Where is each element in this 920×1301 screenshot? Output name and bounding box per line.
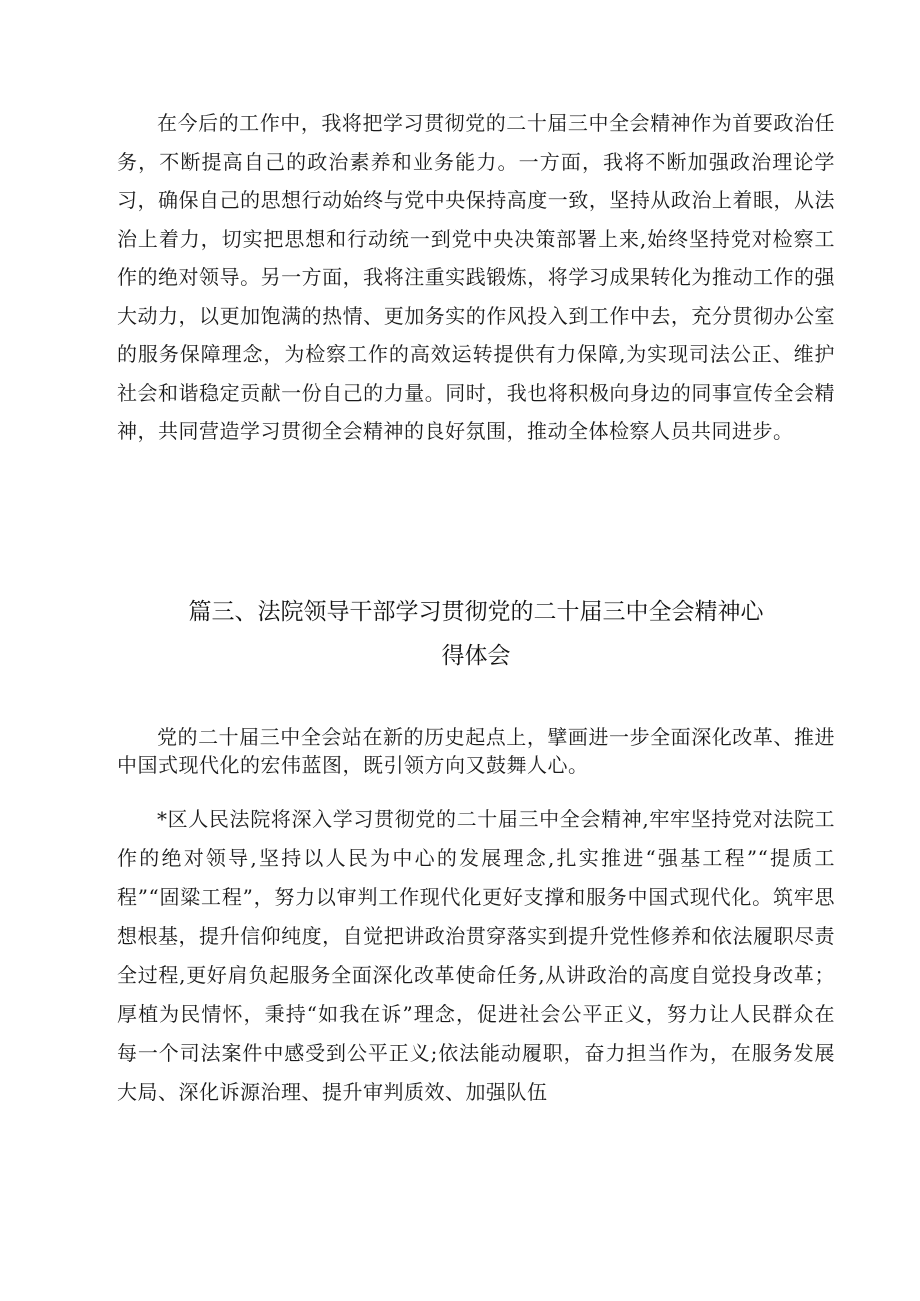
body-paragraph-3: *区人民法院将深入学习贯彻党的二十届三中全会精神,牢牢坚持党对法院工作的绝对领导,坚持以人民为中心的发展理念,扎实推进“强基工程”“提质工程”“固粱工程”，努力以审判工作现代化更好支撑和服务中国式现代化。筑牢思想根基，提升信仰纯度，自觉把讲政治贯穿落实到提升党性修养和依法履职尽责全过程,更好肩负起服务全面深化改革使命任务,从讲政治的高度自觉投身改革；厚植为民情怀，秉持“如我在诉”理念，促进社会公平正义，努力让人民群众在每一个司法案件中感受到公平正义;依法能动履职，奋力担当作为，在服务发展大局、深化诉源治理、提升审判质效、加强队伍: [117, 807, 835, 1104]
body-paragraph-1: 在今后的工作中，我将把学习贯彻党的二十届三中全会精神作为首要政治任务，不断提高自己的政治素养和业务能力。一方面，我将不断加强政治理论学习，确保自己的思想行动始终与党中央保持高度一致，坚持从政治上着眼，从法治上着力，切实把思想和行动统一到党中央决策部署上来,始终坚持党对检察工作的绝对领导。另一方面，我将注重实践锻炼，将学习成果转化为推动工作的强大动力，以更加饱满的热情、更加务实的作风投入到工作中去，充分贯彻办公室的服务保障理念，为检察工作的高效运转提供有力保障,为实现司法公正、维护社会和谐稳定贡献一份自己的力量。同时，我也将积极向身边的同事宣传全会精神，共同营造学习贯彻全会精神的良好氛围，推动全体检察人员共同进步。: [117, 111, 835, 443]
section-title-line-2: 得体会: [441, 643, 511, 669]
section-title-line-1: 篇三、法院领导干部学习贯彻党的二十届三中全会精神心: [188, 599, 764, 625]
body-paragraph-2: 党的二十届三中全会站在新的历史起点上，擘画进一步全面深化改革、推进中国式现代化的宏伟蓝图，既引领方向又鼓舞人心。: [117, 725, 835, 777]
section-title: [117, 590, 835, 678]
